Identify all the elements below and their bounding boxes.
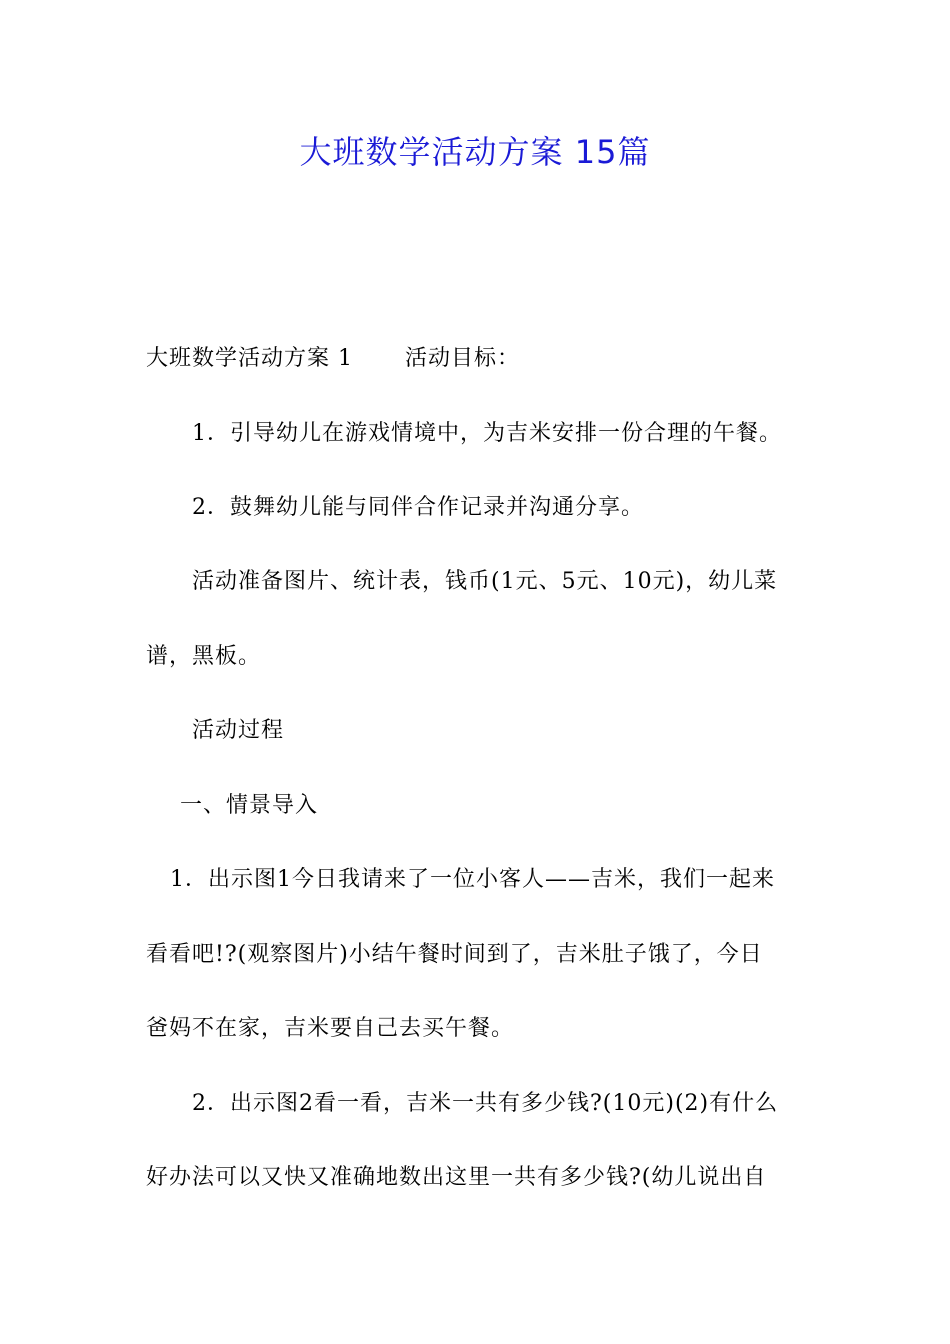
paragraph-line: 2．出示图2看一看，吉米一共有多少钱?(10元)(2)有什么 [192,1091,779,1116]
paragraph-line: 活动过程 [192,718,285,743]
paragraph-line: 活动准备图片、统计表，钱币(1元、5元、10元)，幼儿菜 [192,569,778,594]
paragraph-line: 一、情景导入 [180,793,319,818]
paragraph-line: 看看吧!?(观察图片)小结午餐时间到了，吉米肚子饿了，今日 [146,942,763,967]
paragraph-line: 谱，黑板。 [146,644,262,669]
paragraph-line: 2．鼓舞幼儿能与同伴合作记录并沟通分享。 [192,495,644,520]
paragraph-line: 1．引导幼儿在游戏情境中，为吉米安排一份合理的午餐。 [192,421,782,446]
paragraph-line: 好办法可以又快又准确地数出这里一共有多少钱?(幼儿说出自 [146,1165,767,1190]
section-heading: 大班数学活动方案 1 [146,346,353,371]
section-subheading: 活动目标： [405,346,521,371]
paragraph-line [146,343,520,375]
paragraph-line: 爸妈不在家，吉米要自己去买午餐。 [146,1016,515,1041]
document-title: 大班数学活动方案 15篇 [299,133,651,171]
paragraph-line: 1．出示图1今日我请来了一位小客人——吉米，我们一起来 [170,867,775,892]
